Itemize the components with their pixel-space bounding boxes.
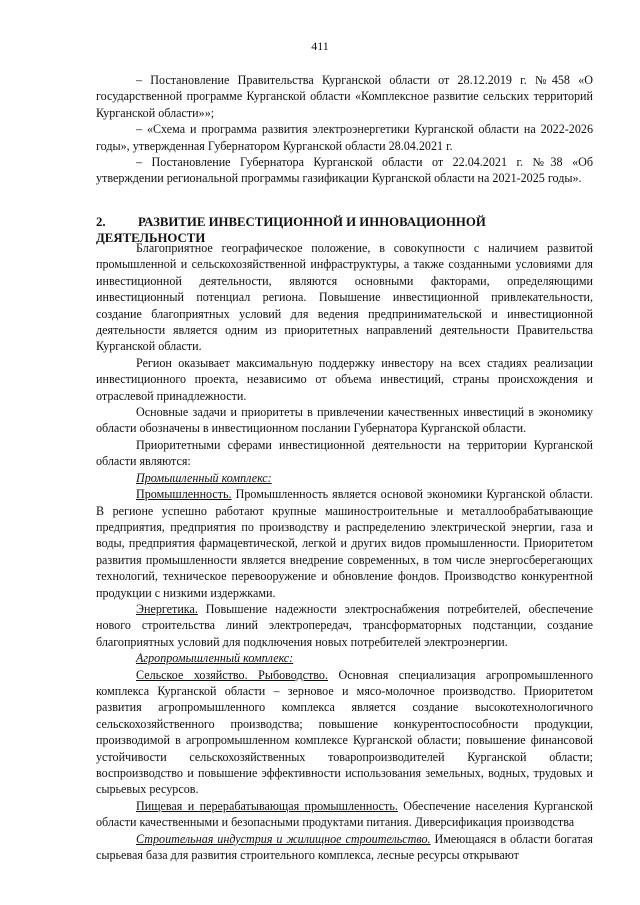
page-number: 411 [311,39,329,53]
lead-term: Промышленность. [136,487,232,502]
list-item: – «Схема и программа развития электроэнергетики Курганской области на 2022-2026 годы», утвержденная Губернатором Курганской области 28.04.2021 г. [96,122,593,153]
paragraph-text: Обеспечение населения Курганской области качественными и безопасными продуктами питания. Диверсификация производства [96,798,593,830]
paragraph-agro [96,667,593,798]
subheading-agro [96,650,593,666]
list-item: – Постановление Правительства Курганской области от 28.12.2019 г. №458 «О государственной программе Курганской области «Комплексное развитие сельских территорий Курганской области»»; [96,73,593,120]
paragraph-energy [96,601,593,650]
paragraph-text: Основная специализация агропромышленного комплекса Курганской области – зерновое и мясо-молочное производство. Приоритетом развития агропромышленного комплекса является создание высокотехнологичного сельскохозяйственного производства; повышение конкурентоспособности продукции, производимой в агропромышленном комплексе Курганской области; повышение финансовой устойчивости сельскохозяйственных товаропроизводителей Курганской области; воспроизводство и повышение эффективности использования земельных, водных, трудовых и сырьевых ресурсов. [96,667,593,797]
lead-term: Сельское хозяйство. Рыбоводство. [136,667,329,682]
section-body [96,240,593,863]
section-title: РАЗВИТИЕ ИНВЕСТИЦИОННОЙ И ИННОВАЦИОННОЙ ДЕЯТЕЛЬНОСТИ [96,215,486,245]
paragraph: Регион оказывает максимальную поддержку инвестору на всех стадиях реализации инвестиционного проекта, независимо от объема инвестиций, страны происхождения и отраслевой принадлежности. [96,355,593,403]
lead-term: Пищевая и перерабатывающая промышленность. [136,798,398,813]
subheading-industry [96,470,593,486]
paragraph-text: Имеющаяся в области богатая сырьевая база для развития строительного комплекса, лесные ресурсы открывают [96,831,593,863]
paragraph: Основные задачи и приоритеты в привлечении качественных инвестиций в экономику области обозначены в инвестиционном послании Губернатора Курганской области. [96,405,593,436]
paragraph-construction [96,831,593,864]
paragraph-food [96,798,593,831]
paragraph: Приоритетными сферами инвестиционной деятельности на территории Курганской области являются: [96,437,593,469]
paragraph-text: Повышение надежности электроснабжения потребителей, обеспечение нового строительства линий электропередач, трансформаторных подстанции, создание благоприятных условий для подключения новых потребителей электроэнергии. [96,601,593,649]
list-item: – Постановление Губернатора Курганской области от 22.04.2021 г. №38 «Об утверждении региональной программы газификации Курганской области на 2021-2025 годы». [96,155,593,186]
subheading-text: Промышленный комплекс: [136,470,272,485]
paragraph: Благоприятное географическое положение, в совокупности с наличием развитой промышленной и сельскохозяйственной инфраструктуры, а также созданными условиями для инвестиционной деятельности, являются основными факторами, определяющими инвестиционный потенциал региона. Повышение инвестиционной привлекательности, создание благоприятных условий для ведения предпринимательской и инвестиционной деятельности является одним из приоритетных направлений деятельности Правительства Курганской области. [96,241,593,354]
section-number: 2. [96,215,106,229]
paragraph-text: Промышленность является основой экономики Курганской области. В регионе успешно работают крупные машиностроительные и металлообрабатывающие предприятия, предприятия по производству и распределению электрической энергии, газа и воды, предприятия фармацевтической, легкой и других видов промышленности. Приоритетом развития промышленности является внедрение современных, в том числе энергосберегающих технологий, техническое перевооружение и обновление фондов. Производство конкурентной продукции с низкими издержками. [96,487,593,600]
lead-term: Энергетика. [136,601,198,616]
lead-term: Строительная индустрия и жилищное строительство. [136,831,431,846]
paragraph-industry [96,486,593,601]
subheading-text: Агропромышленный комплекс: [136,651,294,666]
legal-list [96,72,593,187]
